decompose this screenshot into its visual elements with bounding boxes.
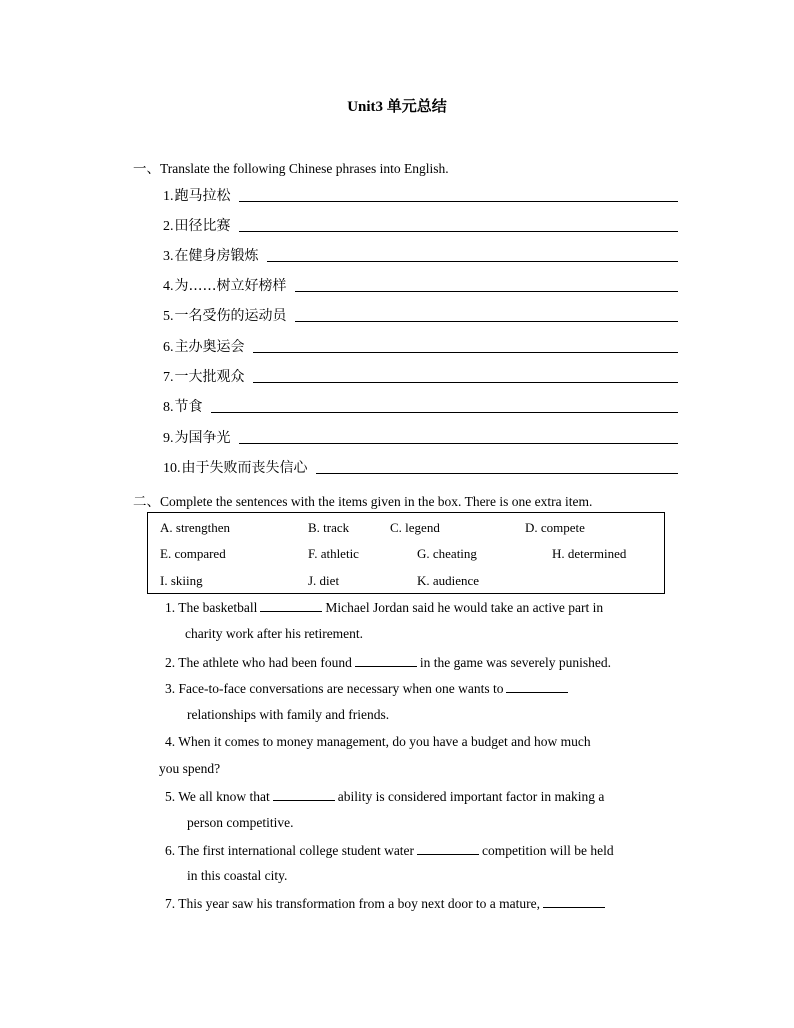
section-1-heading — [133, 157, 449, 177]
option-item: J. diet — [308, 573, 340, 588]
phrase-item — [163, 455, 678, 477]
answer-blank[interactable] — [239, 201, 679, 202]
phrase-number: 6. — [163, 340, 174, 355]
section-2-instruction: Complete the sentences with the items given in the box. There is one extra item. — [160, 494, 593, 509]
answer-blank[interactable] — [295, 321, 679, 322]
sentence-3 — [165, 680, 571, 697]
option-item: K. audience — [417, 573, 480, 588]
answer-blank[interactable] — [267, 261, 679, 262]
phrase-item — [163, 183, 678, 205]
sentence-text: competition will be held — [482, 843, 614, 858]
phrase-number: 8. — [163, 400, 174, 415]
answer-blank[interactable] — [273, 788, 335, 801]
section-2-number: 二、 — [133, 494, 160, 510]
option-item: I. skiing — [160, 573, 203, 588]
phrase-number: 2. — [163, 219, 174, 234]
option-item: D. compete — [525, 520, 585, 535]
sentence-text: 5. We all know that — [165, 789, 270, 804]
phrase-item — [163, 364, 678, 386]
sentence-text: 7. This year saw his transformation from a boy next door to a mature, — [165, 896, 541, 911]
phrase-chinese: 跑马拉松 — [174, 188, 231, 204]
answer-blank[interactable] — [417, 842, 479, 855]
phrase-chinese: 一名受伤的运动员 — [174, 308, 287, 324]
phrase-item — [163, 425, 678, 447]
section-2-heading — [133, 490, 592, 510]
phrase-chinese: 一大批观众 — [174, 369, 245, 385]
answer-blank[interactable] — [239, 443, 679, 444]
phrase-chinese: 在健身房锻炼 — [174, 248, 259, 264]
option-item: G. cheating — [417, 546, 477, 561]
sentence-3-continued: relationships with family and friends. — [187, 707, 390, 722]
phrase-chinese: 田径比赛 — [174, 218, 231, 234]
phrase-chinese: 为……树立好榜样 — [174, 278, 287, 294]
sentence-6 — [165, 842, 614, 859]
phrase-number: 9. — [163, 431, 174, 446]
sentence-4-continued: you spend? — [159, 761, 221, 776]
sentence-4: 4. When it comes to money management, do you have a budget and how much — [165, 734, 591, 749]
phrase-number: 4. — [163, 279, 174, 294]
phrase-item — [163, 303, 678, 325]
phrase-chinese: 主办奥运会 — [174, 339, 245, 355]
answer-blank[interactable] — [253, 382, 679, 383]
sentence-text: 1. The basketball — [165, 600, 258, 615]
sentence-5-continued: person competitive. — [187, 815, 294, 830]
phrase-number: 3. — [163, 249, 174, 264]
answer-blank[interactable] — [253, 352, 679, 353]
sentence-text: 6. The first international college student water — [165, 843, 415, 858]
option-item: C. legend — [390, 520, 440, 535]
answer-blank[interactable] — [239, 231, 679, 232]
sentence-text: 3. Face-to-face conversations are necessary when one wants to — [165, 681, 504, 696]
answer-blank[interactable] — [543, 895, 605, 908]
phrase-number: 10. — [163, 461, 181, 476]
sentence-7 — [165, 895, 608, 912]
phrase-item — [163, 273, 678, 295]
answer-blank[interactable] — [260, 599, 322, 612]
answer-blank[interactable] — [295, 291, 679, 292]
option-item: H. determined — [552, 546, 627, 561]
option-item: F. athletic — [308, 546, 359, 561]
sentence-text: ability is considered important factor in making a — [337, 789, 605, 804]
phrase-item — [163, 213, 678, 235]
answer-blank[interactable] — [506, 680, 568, 693]
sentence-5 — [165, 788, 604, 805]
phrase-item — [163, 243, 678, 265]
sentence-1-continued: charity work after his retirement. — [185, 626, 364, 641]
option-item: B. track — [308, 520, 350, 535]
answer-blank[interactable] — [211, 412, 679, 413]
word-box — [147, 512, 665, 594]
sentence-1 — [165, 599, 603, 616]
section-1-number: 一、 — [133, 161, 160, 177]
section-1-instruction: Translate the following Chinese phrases into English. — [160, 161, 449, 176]
answer-blank[interactable] — [316, 473, 679, 474]
phrase-number: 7. — [163, 370, 174, 385]
phrase-item — [163, 394, 678, 416]
sentence-6-continued: in this coastal city. — [187, 868, 288, 883]
option-item: A. strengthen — [160, 520, 231, 535]
sentence-text: in the game was severely punished. — [419, 655, 612, 670]
phrase-number: 1. — [163, 189, 174, 204]
phrase-number: 5. — [163, 309, 174, 324]
phrase-chinese: 为国争光 — [174, 430, 231, 446]
phrase-chinese: 节食 — [174, 399, 203, 415]
option-item: E. compared — [160, 546, 226, 561]
sentence-text: 2. The athlete who had been found — [165, 655, 352, 670]
phrase-item — [163, 334, 678, 356]
answer-blank[interactable] — [355, 654, 417, 667]
sentence-text: Michael Jordan said he would take an active part in — [325, 600, 604, 615]
phrase-chinese: 由于失败而丧失信心 — [181, 460, 308, 476]
sentence-2 — [165, 654, 611, 671]
page-title: Unit3 单元总结 — [347, 99, 447, 115]
